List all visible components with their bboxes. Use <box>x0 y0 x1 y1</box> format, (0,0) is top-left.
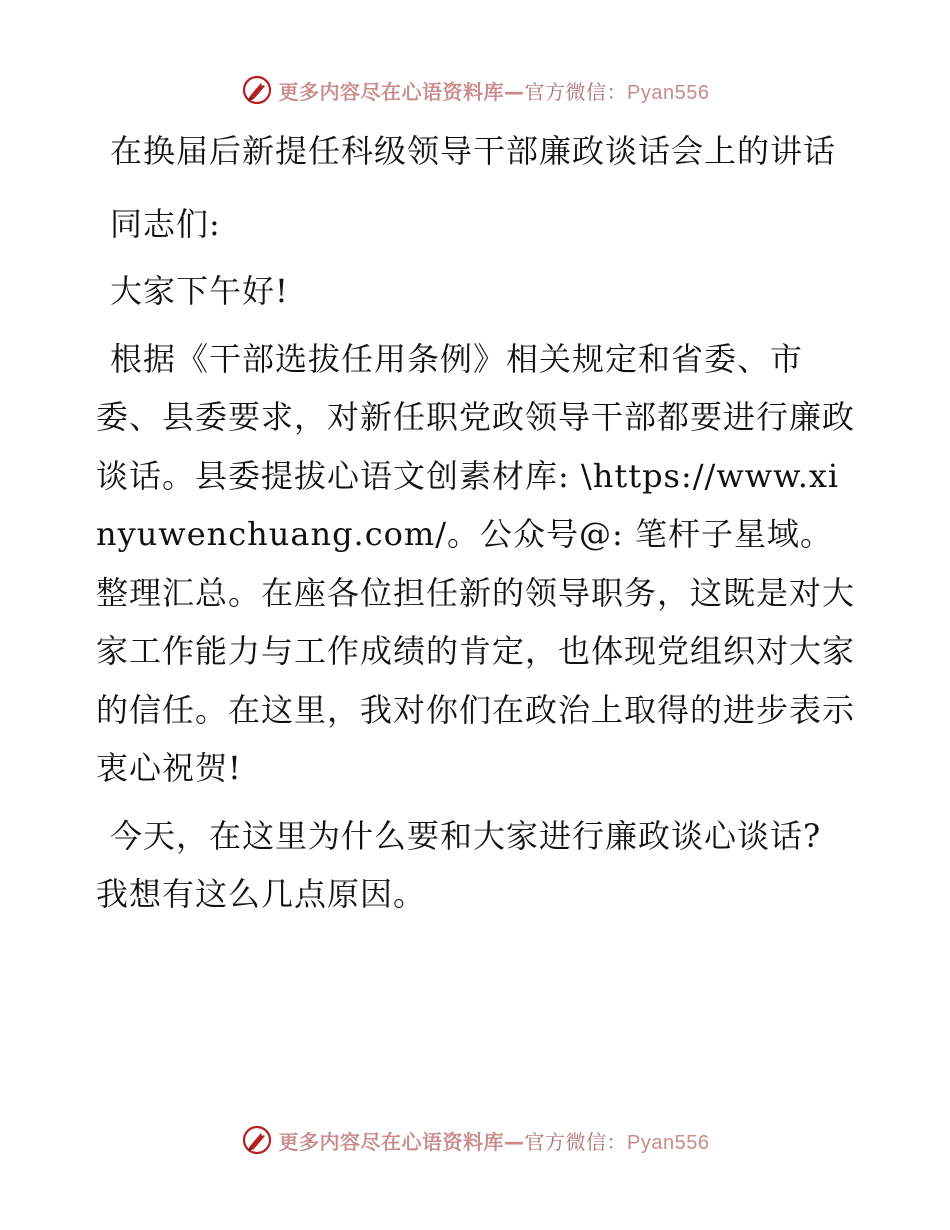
banner-main-text: 更多内容尽在心语资料库 <box>278 79 505 104</box>
header-banner-text <box>279 76 710 105</box>
banner-label: 官方微信： <box>524 79 628 104</box>
banner-wechat-id: Pyan556 <box>627 81 710 104</box>
paragraph-1: 根据《干部选拔任用条例》相关规定和省委、市委、县委要求，对新任职党政领导干部都要进行廉政谈话。县委提拔心语文创素材库: \https://www.xinyuwenchuang.com/。公众号@: 笔杆子星域。整理汇总。在座各位担任新的领导职务，这既是对大家工作能力与工作成绩的肯定，也体现党组织对大家的信任。在这里，我对你们在政治上取得的进步表示衷心祝贺! <box>96 339 856 787</box>
document-body <box>96 122 856 933</box>
banner-main-text: 更多内容尽在心语资料库 <box>278 1129 505 1154</box>
salutation: 同志们: <box>110 204 221 243</box>
banner-dash: — <box>504 1129 525 1154</box>
pen-logo-icon <box>241 1124 273 1156</box>
paragraph-2: 今天，在这里为什么要和大家进行廉政谈心谈话? 我想有这么几点原因。 <box>96 816 822 913</box>
banner-wechat-id: Pyan556 <box>627 1131 710 1154</box>
footer-banner-text <box>279 1126 710 1155</box>
banner-dash: — <box>504 79 525 104</box>
pen-logo-icon <box>241 74 273 106</box>
banner-label: 官方微信： <box>524 1129 628 1154</box>
footer-banner <box>0 1122 950 1158</box>
header-banner <box>0 72 950 108</box>
greeting: 大家下午好! <box>110 272 289 310</box>
document-title: 在换届后新提任科级领导干部廉政谈话会上的讲话 <box>110 132 837 170</box>
